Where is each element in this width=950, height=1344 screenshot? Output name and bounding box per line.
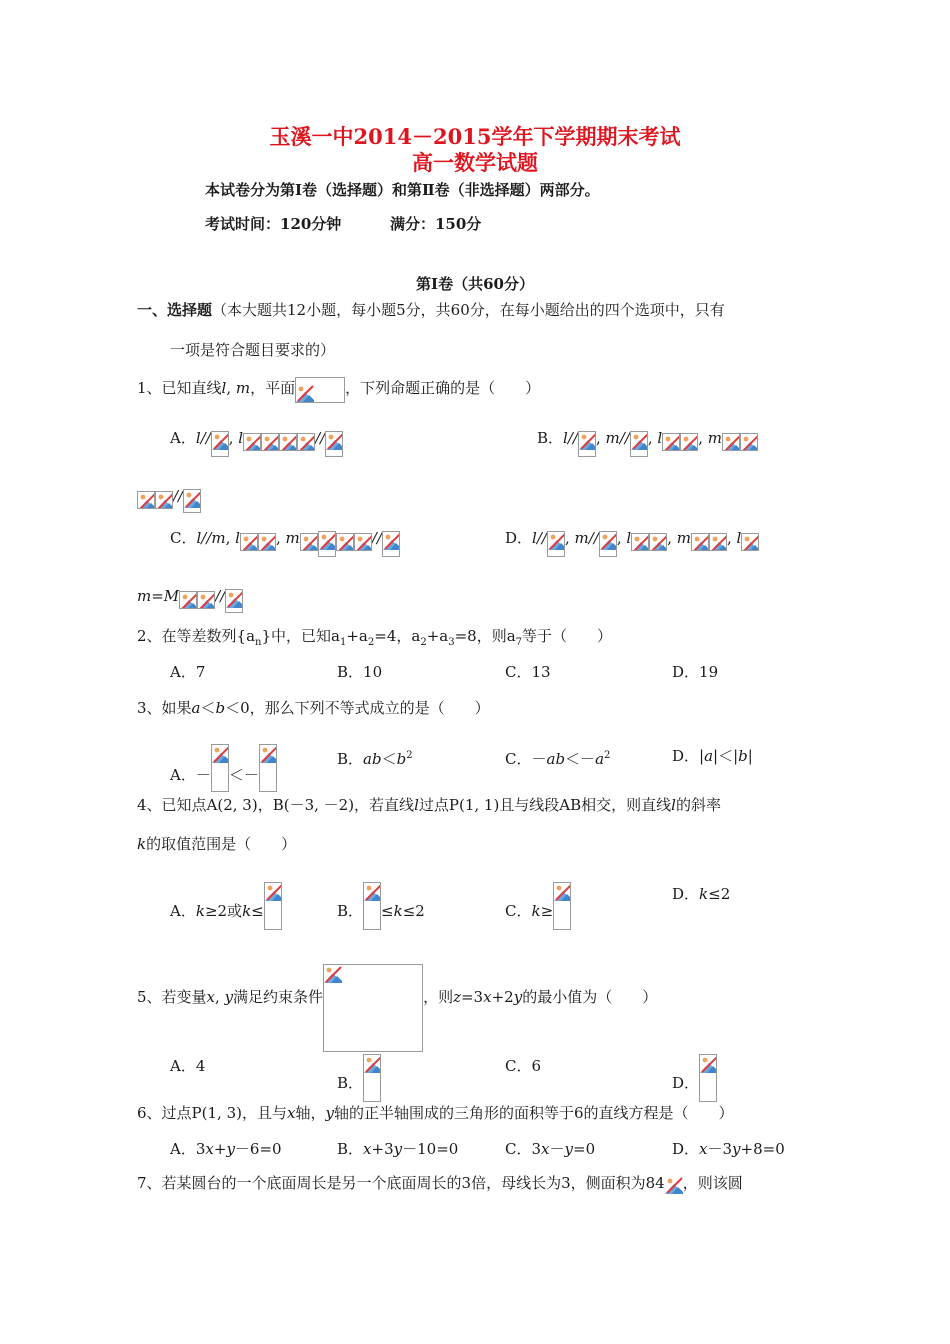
math-text: l — [736, 529, 742, 547]
math-text: l — [414, 796, 419, 814]
q1-text: 1、已知直线 — [137, 379, 222, 397]
formula-image-icon — [691, 533, 709, 551]
option-label: B． — [337, 1074, 364, 1092]
q4-stem — [137, 795, 721, 815]
option-label: C． — [170, 529, 197, 547]
math-text: ≤ — [251, 902, 264, 920]
q6-text: 轴的正半轴围成的三角形的面积等于6的直线方程是（ ） — [333, 1104, 734, 1122]
fraction-image-icon — [363, 882, 381, 930]
formula-image-icon — [279, 433, 297, 451]
q2-text: =4，a — [374, 627, 421, 645]
math-text: l// — [532, 529, 547, 547]
q1-option-a — [170, 428, 343, 457]
q6-text: 6、过点P(1, 3)，且与 — [137, 1104, 287, 1122]
math-text: y — [325, 1104, 334, 1122]
formula-image-icon — [599, 531, 617, 557]
math-text: l — [235, 529, 240, 547]
q5-text: ，则 — [423, 988, 454, 1006]
exam-subtitle: 高一数学试题 — [412, 150, 538, 175]
math-text: k — [195, 902, 205, 920]
formula-image-icon — [680, 433, 698, 451]
formula-image-icon — [300, 533, 318, 551]
subscript: 7 — [515, 637, 523, 648]
q6-option-b — [337, 1139, 458, 1159]
formula-image-icon — [179, 591, 197, 609]
q3-option-a — [170, 744, 277, 792]
math-text: x — [205, 1140, 214, 1158]
formula-image-icon — [211, 431, 229, 457]
q3-stem — [137, 698, 490, 718]
option-label: C． — [505, 902, 532, 920]
q3-text: 3、如果 — [137, 699, 192, 717]
q3-option-c — [505, 746, 610, 769]
math-text: =3 — [460, 988, 484, 1006]
formula-image-icon — [382, 531, 400, 557]
formula-image-icon — [155, 491, 173, 509]
math-text: y — [224, 988, 234, 1006]
q6-option-a — [170, 1139, 282, 1159]
q4-option-a — [170, 882, 282, 930]
math-text: － — [195, 766, 211, 784]
math-text: +2 — [491, 988, 514, 1006]
formula-image-icon — [740, 433, 758, 451]
option-label: D． — [505, 529, 533, 547]
q7-text: 7、若某圆台的一个底面周长是另一个底面周长的3倍，母线长为3，侧面积为84 — [137, 1174, 665, 1192]
math-text: , — [275, 529, 286, 547]
q2-stem — [137, 626, 612, 653]
math-text: // — [173, 487, 184, 505]
q2-text: 等于（ ） — [522, 627, 613, 645]
subscript: 1 — [339, 637, 347, 648]
constraint-system-image-icon — [323, 964, 423, 1052]
math-text: y — [226, 1140, 235, 1158]
exam-title: 玉溪一中2014－2015学年下学期期末考试 — [269, 124, 681, 149]
q6-option-d — [672, 1139, 785, 1159]
option-label: D． — [672, 1140, 700, 1158]
q1-sep: , — [226, 379, 236, 397]
formula-image-icon — [297, 433, 315, 451]
math-text: k — [393, 902, 403, 920]
math-text: +3 — [371, 1140, 394, 1158]
math-text: k — [242, 902, 252, 920]
part-desc: （本大题共12小题，每小题5分，共60分，在每小题给出的四个选项中，只有 — [212, 301, 725, 319]
option-label: B． — [337, 1140, 364, 1158]
subscript: 3 — [448, 637, 455, 648]
math-text: x — [699, 1140, 708, 1158]
formula-image-icon — [261, 433, 279, 451]
math-text: ≤2 — [402, 902, 425, 920]
option-label: C．3 — [505, 1140, 542, 1158]
q2-text: +a — [426, 627, 449, 645]
math-text: l — [671, 796, 676, 814]
math-text: // — [315, 429, 326, 447]
formula-image-icon — [547, 531, 565, 557]
math-text: l// — [563, 429, 578, 447]
q5-option-a: A．4 — [170, 1057, 206, 1075]
math-text: l — [657, 429, 663, 447]
part-label: 一、选择题 — [137, 301, 213, 319]
formula-image-icon — [325, 431, 343, 457]
math-text: | — [699, 747, 705, 765]
q4-text: 的取值范围是（ ） — [146, 835, 297, 853]
math-text: m — [285, 529, 300, 547]
formula-image-icon — [741, 533, 759, 551]
q5-text: 的最小值为（ ） — [522, 988, 658, 1006]
var-m: m — [235, 379, 251, 397]
formula-image-icon — [709, 533, 727, 551]
part-instructions — [137, 300, 725, 320]
exam-score: 满分：150分 — [390, 215, 482, 233]
formula-image-icon — [243, 433, 261, 451]
q4-text: 的斜率 — [675, 796, 721, 814]
formula-image-icon — [631, 533, 649, 551]
q2-option-b: B．10 — [337, 663, 383, 681]
formula-image-icon — [258, 533, 276, 551]
fraction-image-icon — [259, 744, 277, 792]
q1-option-d — [505, 528, 759, 557]
math-text: m// — [574, 529, 599, 547]
option-label: B． — [337, 902, 364, 920]
math-text: ＜－ — [565, 750, 596, 768]
math-text: m=M — [137, 587, 180, 605]
q2-text: +a — [346, 627, 368, 645]
q1-text2: ，平面 — [250, 379, 296, 397]
math-text: ＜－ — [228, 766, 259, 784]
math-text: －6=0 — [234, 1140, 282, 1158]
math-text: + — [213, 1140, 227, 1158]
math-text: , — [616, 529, 627, 547]
q1-option-b-cont — [137, 486, 201, 513]
fraction-image-icon — [363, 1054, 381, 1102]
math-text: b — [396, 750, 407, 768]
fraction-image-icon — [553, 882, 571, 930]
q6-option-c — [505, 1139, 595, 1159]
math-text: | — [747, 747, 753, 765]
option-label: C． — [505, 750, 532, 768]
math-text: +8=0 — [740, 1140, 785, 1158]
fraction-image-icon — [699, 1054, 717, 1102]
q3-text: ＜ — [200, 699, 216, 717]
option-label: D． — [672, 747, 700, 765]
option-label: D． — [672, 885, 700, 903]
formula-image-icon — [295, 377, 345, 403]
math-text: －10=0 — [402, 1140, 459, 1158]
formula-image-icon — [318, 531, 336, 557]
math-text: , — [564, 529, 575, 547]
part-desc-2: 一项是符合题目要求的） — [170, 341, 336, 359]
math-text: l — [626, 529, 632, 547]
math-text: l// — [195, 429, 211, 447]
q5-text: 5、若变量 — [137, 988, 207, 1006]
exam-time: 考试时间：120分钟 — [205, 215, 342, 233]
math-text: y — [732, 1140, 741, 1158]
math-text: b — [738, 747, 748, 765]
subscript: 2 — [420, 637, 427, 648]
q4-text: 4、已知点A(2, 3)，B(－3, －2)，若直线 — [137, 796, 415, 814]
q4-option-d — [672, 884, 730, 904]
subscript: 2 — [367, 637, 375, 648]
q7-text: ，则该圆 — [682, 1174, 743, 1192]
q2-option-c: C．13 — [505, 663, 551, 681]
var-l: l — [221, 379, 227, 397]
fraction-image-icon — [211, 744, 229, 792]
option-label: A．3 — [170, 1140, 206, 1158]
q7-stem — [137, 1173, 743, 1194]
math-text: , — [667, 529, 677, 547]
q5-option-c: C．6 — [505, 1057, 542, 1075]
math-text: ≥2或 — [204, 902, 243, 920]
math-text: a — [595, 750, 605, 768]
q1-option-d-cont — [137, 586, 243, 613]
math-text: a — [704, 747, 714, 765]
option-label: A． — [170, 766, 196, 784]
option-label: B． — [537, 429, 564, 447]
formula-image-icon — [336, 533, 354, 551]
q2-text: 2、在等差数列{a — [137, 627, 256, 645]
q4-stem-2 — [137, 834, 296, 854]
formula-image-icon — [649, 533, 667, 551]
math-text: , — [726, 529, 737, 547]
q1-option-c — [170, 528, 400, 557]
math-text: ab — [363, 750, 382, 768]
q6-text: 轴， — [295, 1104, 326, 1122]
q1-option-b — [537, 428, 758, 457]
q2-option-a: A．7 — [170, 663, 206, 681]
q3-option-d — [672, 746, 753, 766]
math-text: z — [453, 988, 461, 1006]
formula-image-icon — [578, 431, 596, 457]
option-label: B． — [337, 750, 364, 768]
q2-text: }中，已知a — [261, 627, 340, 645]
math-text: － — [549, 1140, 565, 1158]
q4-option-c — [505, 882, 571, 930]
math-text: m// — [605, 429, 630, 447]
math-text: |＜| — [713, 747, 739, 765]
q3-text: ＜0，那么下列不等式成立的是（ ） — [225, 699, 490, 717]
formula-image-icon — [722, 433, 740, 451]
option-label: D． — [672, 1074, 700, 1092]
math-text: , — [225, 529, 236, 547]
intro-text: 本试卷分为第Ⅰ卷（选择题）和第Ⅱ卷（非选择题）两部分。 — [205, 181, 600, 199]
math-text: l//m — [196, 529, 226, 547]
math-text: // — [215, 587, 226, 605]
q5-option-b — [337, 1054, 381, 1102]
formula-image-icon — [630, 431, 648, 457]
formula-image-icon — [225, 589, 243, 613]
math-text: y — [393, 1140, 403, 1158]
math-text: ＜ — [381, 750, 397, 768]
formula-image-icon — [354, 533, 372, 551]
subscript: n — [255, 637, 262, 648]
section-heading: 第Ⅰ卷（共60分） — [416, 275, 534, 293]
math-text: x — [206, 988, 216, 1006]
math-text: a — [191, 699, 201, 717]
superscript: 2 — [604, 750, 611, 761]
math-text: ab — [546, 750, 566, 768]
q2-option-d: D．19 — [672, 663, 719, 681]
q3-option-b — [337, 746, 413, 769]
math-text: // — [371, 529, 382, 547]
math-text: x — [363, 1140, 372, 1158]
math-text: k — [699, 885, 709, 903]
math-text: k — [137, 835, 147, 853]
math-text: ≥ — [540, 902, 554, 920]
math-text: , — [647, 429, 658, 447]
math-text: k — [531, 902, 541, 920]
pi-image-icon — [665, 1176, 683, 1194]
math-text: b — [215, 699, 226, 717]
math-text: , — [595, 429, 606, 447]
formula-image-icon — [662, 433, 680, 451]
math-text: m — [707, 429, 722, 447]
math-text: m — [676, 529, 691, 547]
q5-text: 满足约束条件 — [233, 988, 324, 1006]
math-text: , — [698, 429, 708, 447]
q6-stem — [137, 1103, 733, 1123]
math-text: x — [483, 988, 492, 1006]
math-text: ≤ — [381, 902, 394, 920]
math-text: , — [228, 429, 239, 447]
math-text: ≤2 — [708, 885, 731, 903]
math-text: － — [531, 750, 547, 768]
fraction-image-icon — [264, 882, 282, 930]
q5-option-d — [672, 1054, 717, 1102]
q4-option-b — [337, 882, 425, 930]
math-text: l — [238, 429, 244, 447]
math-text: y — [564, 1140, 573, 1158]
superscript: 2 — [406, 750, 413, 761]
math-text: －3 — [707, 1140, 733, 1158]
math-text: , — [215, 988, 225, 1006]
q2-text: =8，则a — [454, 627, 516, 645]
option-label: A． — [170, 429, 196, 447]
q1-stem — [137, 377, 540, 403]
formula-image-icon — [137, 491, 155, 509]
math-text: =0 — [573, 1140, 596, 1158]
math-text: x — [541, 1140, 550, 1158]
formula-image-icon — [197, 591, 215, 609]
math-text: x — [286, 1104, 296, 1122]
option-label: A． — [170, 902, 196, 920]
q4-text: 过点P(1, 1)且与线段AB相交，则直线 — [418, 796, 672, 814]
q1-text3: ，下列命题正确的是（ ） — [345, 379, 541, 397]
formula-image-icon — [183, 489, 201, 513]
math-text: y — [513, 988, 523, 1006]
q5-stem — [137, 964, 657, 1052]
formula-image-icon — [240, 533, 258, 551]
